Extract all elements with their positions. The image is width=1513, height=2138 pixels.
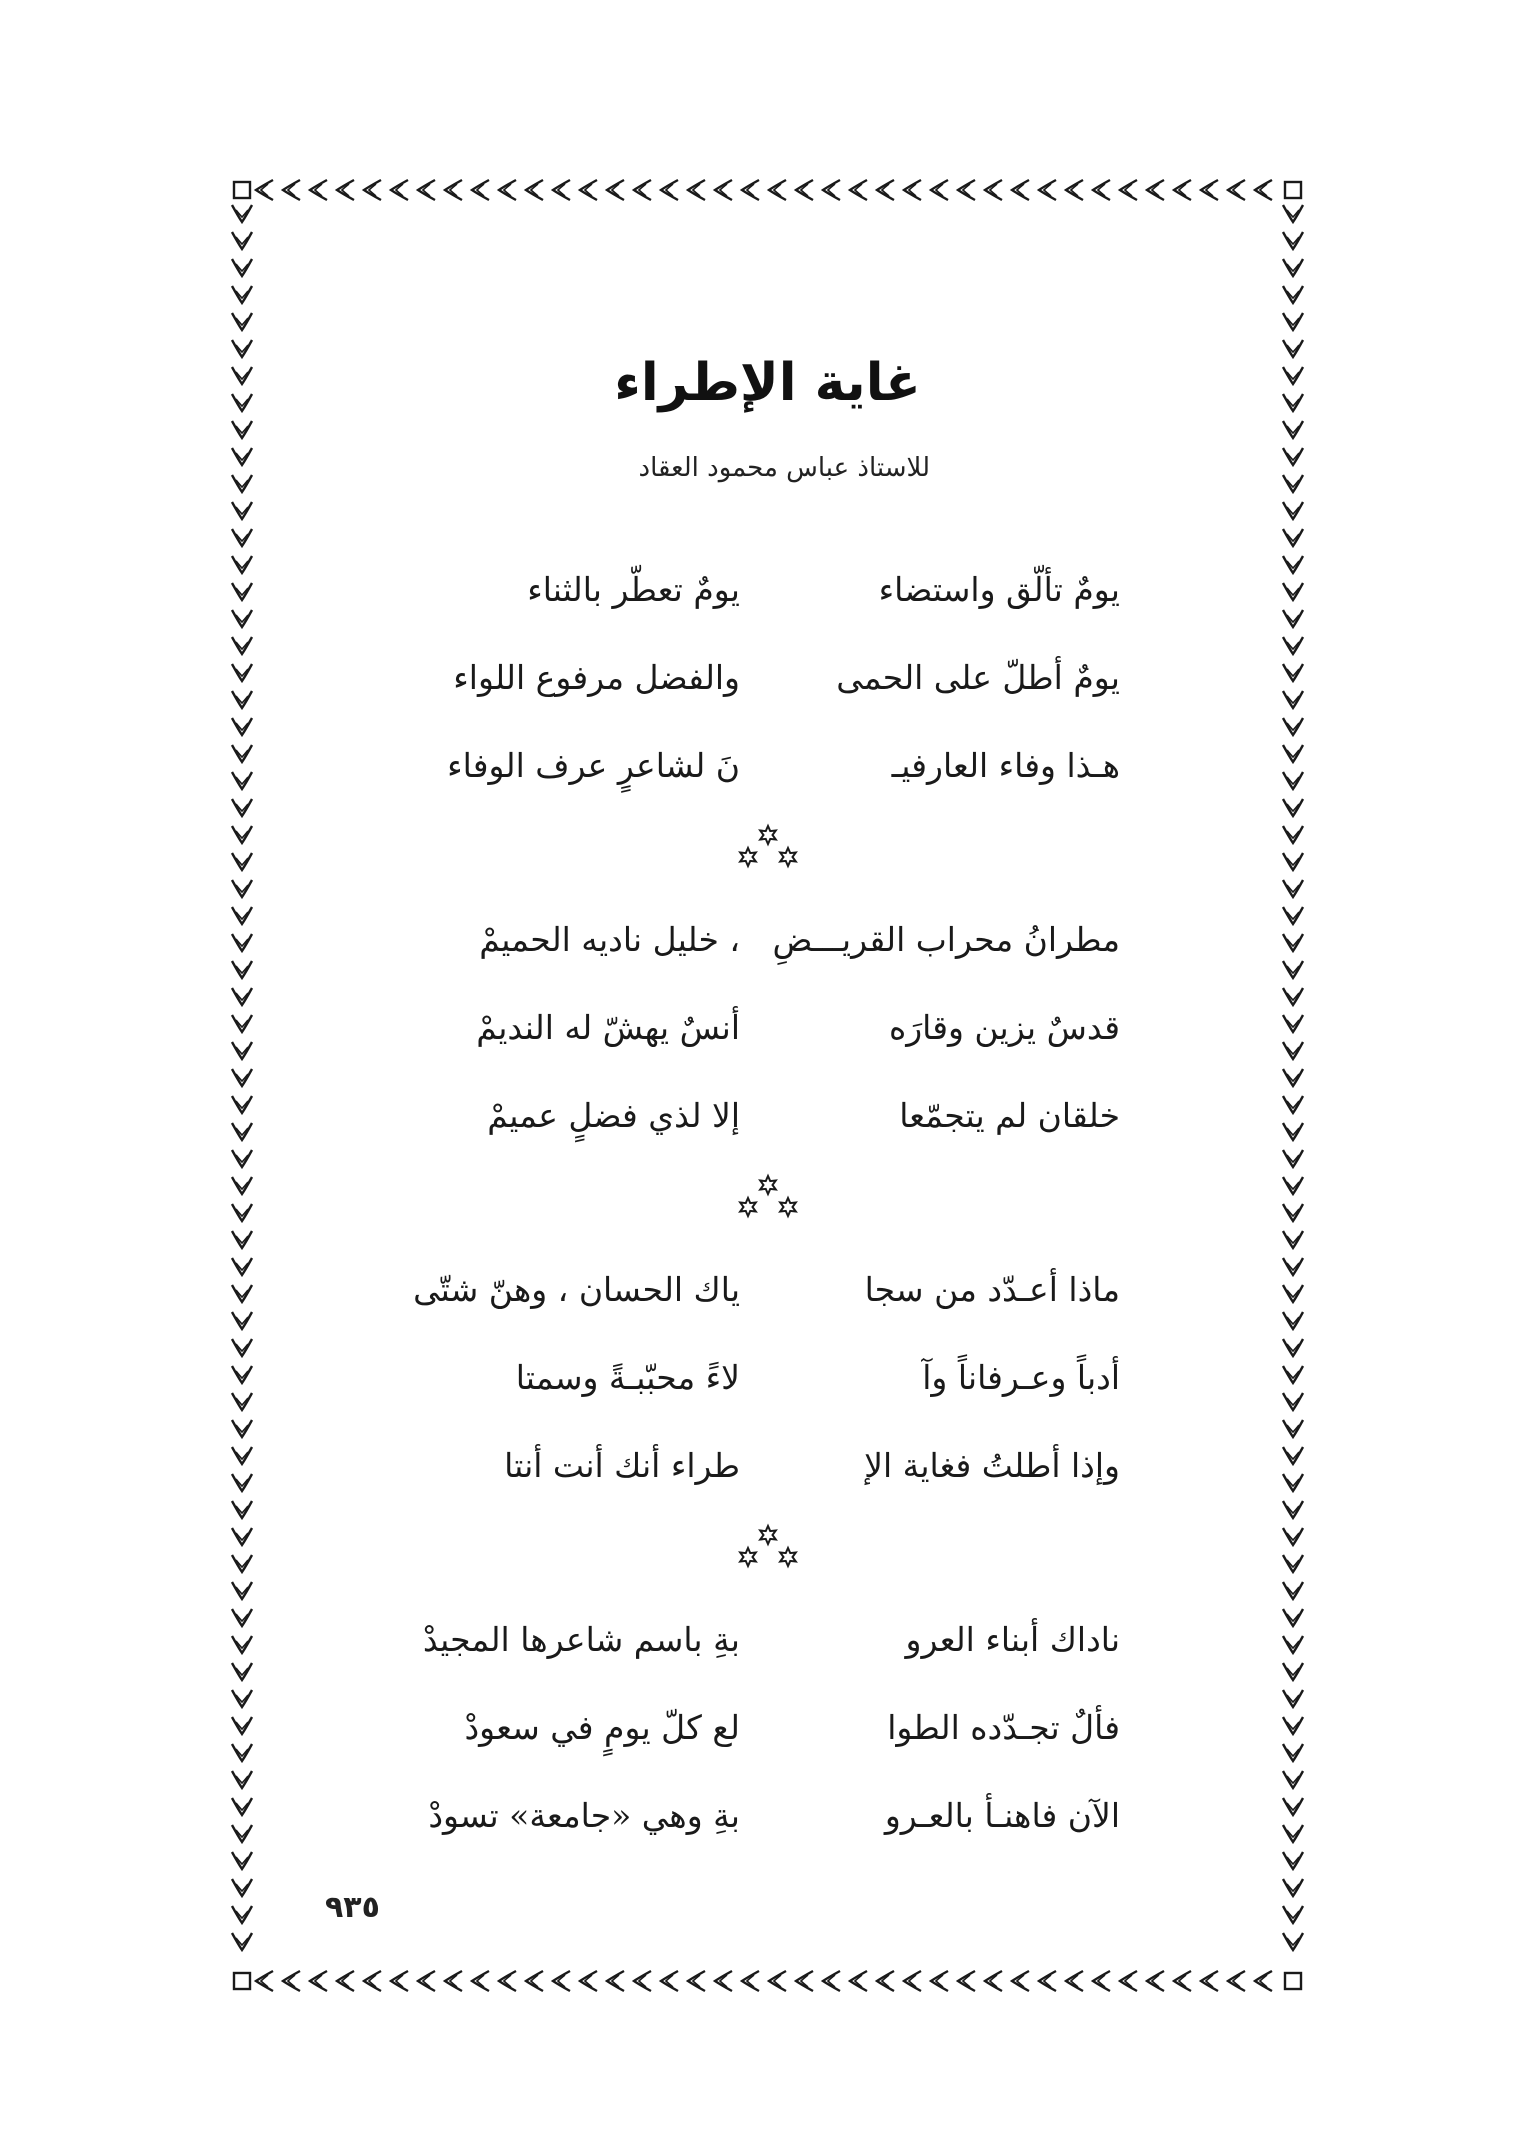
verse-second-hemistich: إلا لذي فضلٍ عميمْ (487, 1096, 740, 1135)
verse-second-hemistich: بةِ باسم شاعرها المجيدْ (422, 1620, 740, 1659)
verse-first-hemistich: أدباً وعـرفاناً وآ (922, 1358, 1120, 1397)
verse-line (420, 996, 1120, 1060)
verse-first-hemistich: ماذا أعـدّد من سجا (864, 1270, 1120, 1309)
star-icon (780, 1548, 796, 1566)
verse-line (420, 1608, 1120, 1672)
verse-line (420, 1434, 1120, 1498)
verse-second-hemistich: طراء أنك أنت أنتا (504, 1446, 740, 1485)
verse-second-hemistich: ، خليل ناديه الحميمْ (479, 920, 740, 959)
verse-first-hemistich: هـذا وفاء العارفيـ (891, 746, 1120, 785)
verse-first-hemistich: الآن فاهنـأ بالعـرو (884, 1796, 1120, 1835)
verse-first-hemistich: مطرانُ محراب القريـــضِ (772, 920, 1120, 959)
verse-first-hemistich: وإذا أطلتُ فغاية الإ (864, 1446, 1120, 1485)
verse-line (420, 1784, 1120, 1848)
star-icon (760, 1526, 776, 1544)
star-icon (780, 848, 796, 866)
verse-line (420, 646, 1120, 710)
verse-second-hemistich: والفضل مرفوع اللواء (453, 658, 740, 697)
page-number: ٩٣٥ (325, 1890, 380, 1925)
verse-line (420, 1346, 1120, 1410)
star-cluster-icon (230, 1173, 1305, 1223)
verse-first-hemistich: خلقان لم يتجمّعا (899, 1096, 1120, 1135)
verse-first-hemistich: فألٌ تجـدّده الطوا (887, 1708, 1120, 1747)
verse-line (413, 1258, 1120, 1322)
poem-title: غاية الإطراء (614, 353, 921, 413)
ornamental-frame (230, 178, 1305, 1993)
verse-second-hemistich: ياك الحسان ، وهنّ شتّى (413, 1270, 740, 1309)
verse-first-hemistich: يومٌ تألّق واستضاء (878, 570, 1120, 609)
star-icon (740, 1548, 756, 1566)
star-icon (760, 1176, 776, 1194)
poem-content (230, 178, 1305, 1993)
verse-line (420, 1696, 1120, 1760)
star-icon (740, 848, 756, 866)
verse-second-hemistich: بةِ وهي «جامعة» تسودْ (428, 1796, 740, 1835)
verse-line (420, 1084, 1120, 1148)
poem-author: للاستاذ عباس محمود العقاد (638, 453, 930, 483)
star-icon (780, 1198, 796, 1216)
verse-first-hemistich: يومٌ أطلّ على الحمى (836, 658, 1120, 697)
verse-second-hemistich: لع كلّ يومٍ في سعودْ (464, 1708, 740, 1747)
verse-first-hemistich: قدسٌ يزين وقارَه (888, 1008, 1120, 1047)
verse-line (420, 908, 1120, 972)
verse-second-hemistich: نَ لشاعرٍ عرف الوفاء (447, 746, 740, 785)
star-cluster-icon (230, 823, 1305, 873)
verse-line (420, 558, 1120, 622)
star-icon (760, 826, 776, 844)
verse-first-hemistich: ناداك أبناء العرو (905, 1620, 1120, 1659)
star-icon (740, 1198, 756, 1216)
verse-second-hemistich: أنسٌ يهشّ له النديمْ (476, 1008, 740, 1047)
verse-line (420, 734, 1120, 798)
star-cluster-icon (230, 1523, 1305, 1573)
verse-second-hemistich: يومٌ تعطّر بالثناء (527, 570, 740, 609)
verse-second-hemistich: لاءً محبّبـةً وسمتا (515, 1358, 740, 1397)
